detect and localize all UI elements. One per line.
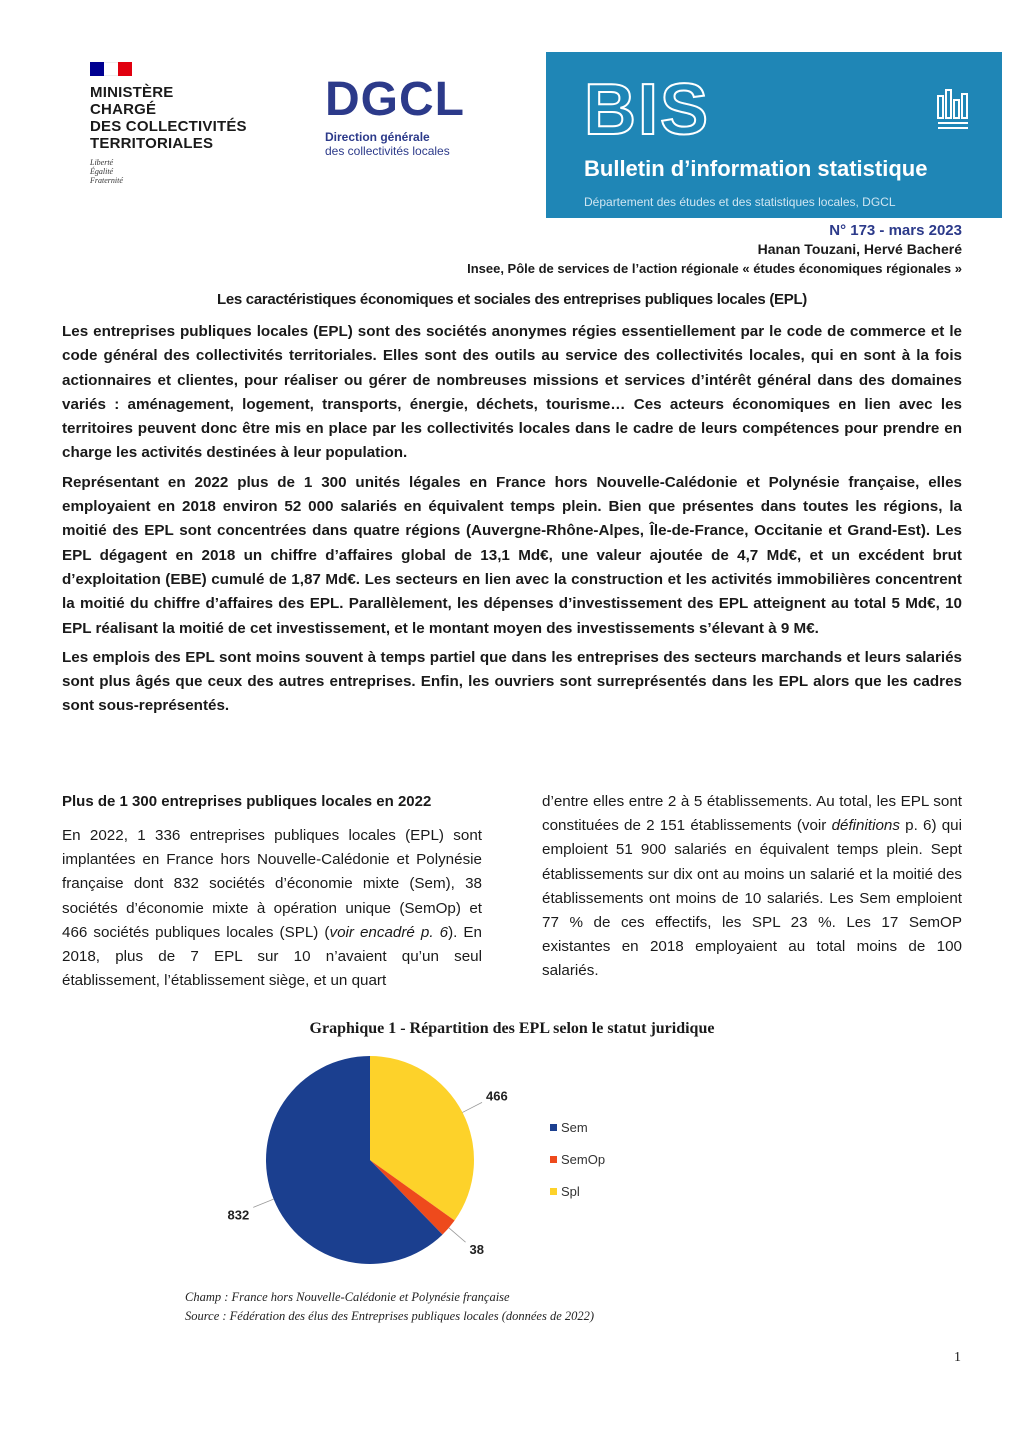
dgcl-subtitle-2: des collectivités locales [325, 144, 450, 158]
document-title: Les caractéristiques économiques et sociales des entreprises publiques locales (EPL) [216, 291, 808, 308]
flag-white [104, 62, 118, 76]
pie-legend [550, 1120, 605, 1199]
right-text-a: d’entre elles entre 2 à 5 établissements. Au total, les EPL sont constituées de 2 151 établissements (voir [542, 793, 962, 835]
legend-swatch [550, 1188, 557, 1195]
label-leader-line [449, 1228, 466, 1242]
chart-notes [185, 1288, 594, 1326]
data-label-spl: 466 [486, 1088, 508, 1104]
legend-label: Sem [561, 1120, 588, 1135]
authors: Hanan Touzani, Hervé Bacheré [757, 241, 962, 257]
section-heading: Plus de 1 300 entreprises publiques locales en 2022 [62, 793, 432, 810]
pie-chart [200, 1050, 700, 1280]
data-label-semop: 38 [469, 1242, 485, 1258]
bis-department: Département des études et des statistiques locales, DGCL [584, 195, 896, 209]
left-paragraph [62, 824, 482, 993]
abstract-paragraph: Les entreprises publiques locales (EPL) sont des sociétés anonymes régies essentiellement par le code de commerce et le code général des collectivités territoriales. Elles sont des outils au service des collectivités locales, qui en sont à la fois actionnaires et clientes, pour réaliser ou gérer de nombreuses missions et services d’intérêt général dans des domaines variés : aménagement, logement, transports, énergie, déchets, tourisme… Ces acteurs économiques en lien avec les territoires peuvent donc être mis en place par les collectivités locales dans le cadre de leurs compétences pour prendre en charge les activités destinées à leur population. [62, 323, 962, 462]
label-leader-line [253, 1199, 273, 1207]
legend-item-spl [550, 1184, 580, 1199]
bis-wordmark: BIS [584, 70, 711, 150]
french-flag-icon [90, 62, 132, 76]
label-leader-line [462, 1102, 482, 1112]
left-text-a: En 2022, 1 336 entreprises publiques locales (EPL) sont implantées en France hors Nouvelle-Calédonie et Polynésie française dont 832 sociétés d’économie mixte (Sem), 38 sociétés d’économie mixte à opération unique (SemOp) et 466 sociétés publiques locales (SPL) ( [62, 827, 482, 941]
affiliation: Insee, Pôle de services de l’action régionale « études économiques régionales » [467, 261, 962, 276]
chart-title: Graphique 1 - Répartition des EPL selon le statut juridique [309, 1020, 715, 1037]
chart-champ: Champ : France hors Nouvelle-Calédonie et Polynésie française [185, 1290, 510, 1304]
legend-item-sem [550, 1120, 588, 1135]
abstract-paragraph: Représentant en 2022 plus de 1 300 unités légales en France hors Nouvelle-Calédonie et Polynésie française, elles employaient en 2018 environ 52 000 salariés en équivalent temps plein. Bien que présentes dans toutes les régions, la moitié des EPL sont concentrées dans quatre régions (Auvergne-Rhône-Alpes, Île-de-France, Occitanie et Grand-Est). Les EPL dégagent en 2018 un chiffre d’affaires global de 13,1 Md€, une valeur ajoutée de 4,7 Md€, et un excédent brut d’exploitation (EBE) cumulé de 1,87 Md€. Les secteurs en lien avec la construction et les activités immobilières concentrent la moitié du chiffre d’affaires des EPL. Parallèlement, les dépenses d’investissement des EPL atteignent au total 5 Md€, 10 EPL réalisant la moitié de cet investissement, et le montant moyen des investissements s’élevant à 9 M€. [62, 473, 962, 637]
flag-blue [90, 62, 104, 76]
bis-subtitle: Bulletin d’information statistique [584, 156, 928, 181]
right-column [542, 790, 962, 984]
building-emblem-icon [936, 86, 970, 132]
right-text-italic: définitions [831, 817, 900, 835]
legend-swatch [550, 1124, 557, 1131]
ministry-logo [90, 62, 290, 185]
dgcl-subtitle-1: Direction générale [325, 130, 430, 144]
dgcl-wordmark: DGCL [325, 73, 465, 126]
flag-red [118, 62, 132, 76]
page-number: 1 [954, 1350, 961, 1365]
data-label-sem: 832 [227, 1207, 250, 1223]
issue-info [467, 221, 962, 278]
legend-label: Spl [561, 1184, 580, 1199]
dgcl-logo [325, 73, 505, 158]
legend-item-semop [550, 1152, 605, 1167]
abstract-paragraph: Les emplois des EPL sont moins souvent à temps partiel que dans les entreprises des secteurs marchands et leurs salariés sont plus âgés que ceux des autres entreprises. Enfin, les ouvriers sont surreprésentés dans les EPL alors que les cadres sont sous-représentés. [62, 648, 962, 715]
ministry-name: MINISTÈRE CHARGÉ DES COLLECTIVITÉS TERRITORIALES [90, 84, 247, 152]
pie-slices [266, 1056, 474, 1264]
left-column [62, 790, 482, 993]
legend-swatch [550, 1156, 557, 1163]
right-paragraph [542, 790, 962, 984]
left-text-b: ). En 2018, plus de 7 EPL sur 10 n’avaient qu’un seul établissement, l’établissement siège, et un quart [62, 923, 482, 990]
abstract [62, 320, 962, 724]
republic-motto: Liberté Égalité Fraternité [90, 158, 123, 185]
legend-label: SemOp [561, 1152, 606, 1167]
right-text-b: p. 6) qui emploient 51 900 salariés en équivalent temps plein. Sept établissements sur dix ont au moins un salarié et la moitié des établissements ont moins de 10 salariés. Les Sem emploient 77 % de ces effectifs, les SPL 23 %. Les 17 SemOP existantes en 2018 employaient au total moins de 100 salariés. [542, 817, 962, 980]
bis-banner [546, 52, 1002, 218]
left-text-italic: voir encadré p. 6 [329, 923, 449, 941]
issue-number: N° 173 - mars 2023 [829, 222, 962, 239]
chart-source: Source : Fédération des élus des Entreprises publiques locales (données de 2022) [185, 1309, 595, 1323]
